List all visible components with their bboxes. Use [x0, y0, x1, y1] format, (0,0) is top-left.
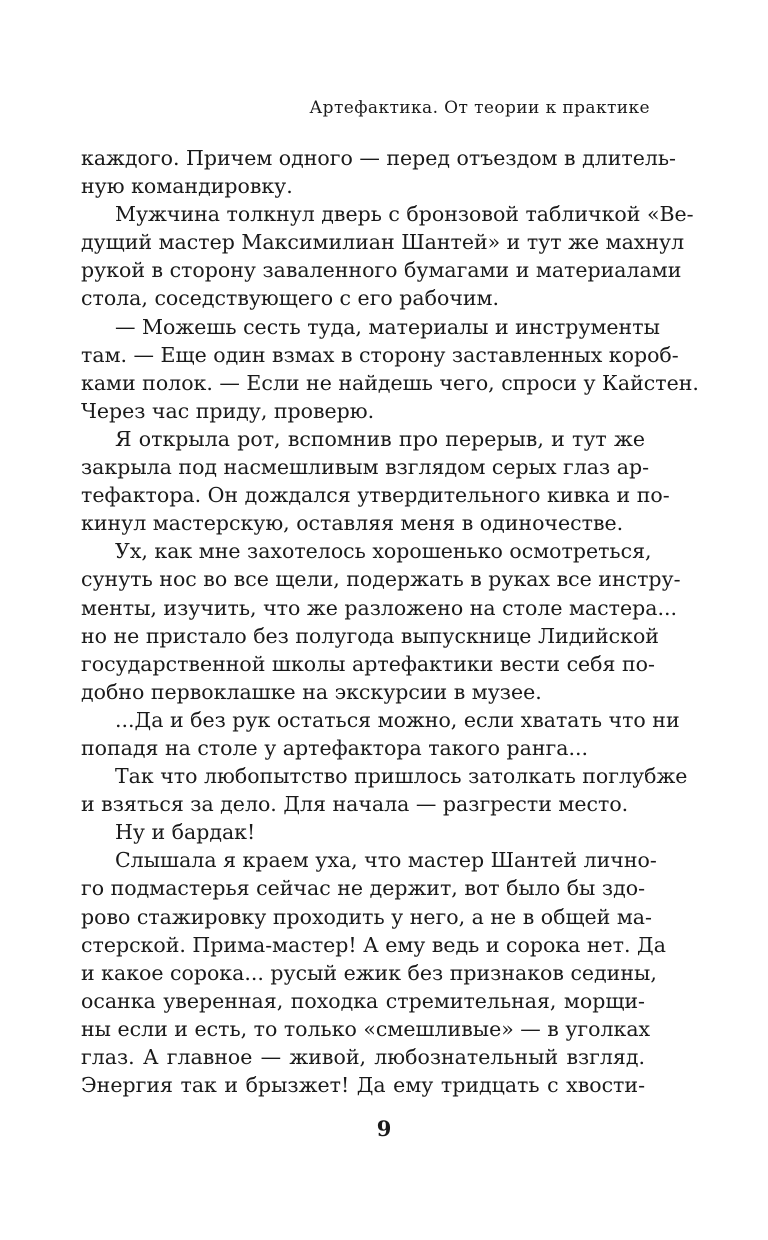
text-line: — Можешь сесть туда, материалы и инструменты — [115, 314, 660, 339]
text-line: Слышала я краем уха, что мастер Шантей лично- — [115, 848, 657, 873]
text-line: дущий мастер Максимилиан Шантей» и тут же махнул — [81, 230, 685, 255]
text-line: Ух, как мне захотелось хорошенько осмотреться, — [115, 539, 652, 564]
text-line: Ну и бардак! — [115, 820, 256, 845]
text-line: но не пристало без полугода выпускнице Лидийской — [81, 623, 659, 648]
text-line: ...Да и без рук остаться можно, если хватать что ни — [115, 707, 680, 732]
text-line: Через час приду, проверю. — [81, 398, 375, 423]
text-line: рово стажировку проходить у него, а не в общей ма- — [81, 904, 652, 929]
text-line: глаз. А главное — живой, любознательный взгляд. — [81, 1045, 645, 1069]
text-line: закрыла под насмешливым взглядом серых глаз ар- — [81, 455, 649, 480]
text-line: попадя на столе у артефактора такого ранга... — [81, 735, 589, 760]
text-line: государственной школы артефактики вести себя по- — [81, 651, 655, 676]
text-line: сунуть нос во все щели, подержать в руках все инстру- — [81, 567, 681, 592]
text-line: Я открыла рот, вспомнив про перерыв, и тут же — [115, 426, 645, 451]
text-line: менты, изучить, что же разложено на столе мастера... — [81, 595, 678, 620]
text-line: Так что любопытство пришлось затолкать поглубже — [115, 764, 688, 789]
text-line: стола, соседствующего с его рабочим. — [81, 286, 499, 311]
text-line: рукой в сторону заваленного бумагами и материалами — [81, 258, 682, 283]
text-line: и какое сорока... русый ежик без признаков седины, — [81, 960, 657, 985]
text-line: и взяться за дело. Для начала — разгрести место. — [81, 792, 629, 817]
text-line: там. — Еще один взмах в сторону заставленных короб- — [81, 342, 679, 367]
body-text — [81, 144, 699, 1099]
running-head: Артефактика. От теории к практике — [309, 98, 650, 118]
page-number: 9 — [376, 1116, 392, 1141]
text-line: стерской. Прима-мастер! А ему ведь и сорока нет. Да — [81, 932, 666, 957]
text-line: Мужчина толкнул дверь с бронзовой табличкой «Ве- — [115, 202, 694, 227]
text-line: кинул мастерскую, оставляя меня в одиночестве. — [81, 511, 624, 536]
text-line: осанка уверенная, походка стремительная, морщи- — [81, 988, 645, 1013]
text-line: ную командировку. — [81, 174, 293, 199]
text-line: Энергия так и брызжет! Да ему тридцать с хвости- — [81, 1073, 645, 1098]
text-line: ны если и есть, то только «смешливые» — в уголках — [81, 1016, 651, 1041]
text-line: го подмастерья сейчас не держит, вот было бы здо- — [81, 876, 645, 901]
text-line: каждого. Причем одного — перед отъездом в длитель- — [81, 146, 676, 170]
text-line: добно первоклашке на экскурсии в музее. — [81, 679, 542, 704]
text-line: ками полок. — Если не найдешь чего, спроси у Кайстен. — [81, 370, 699, 395]
text-line: тефактора. Он дождался утвердительного кивка и по- — [81, 483, 670, 508]
